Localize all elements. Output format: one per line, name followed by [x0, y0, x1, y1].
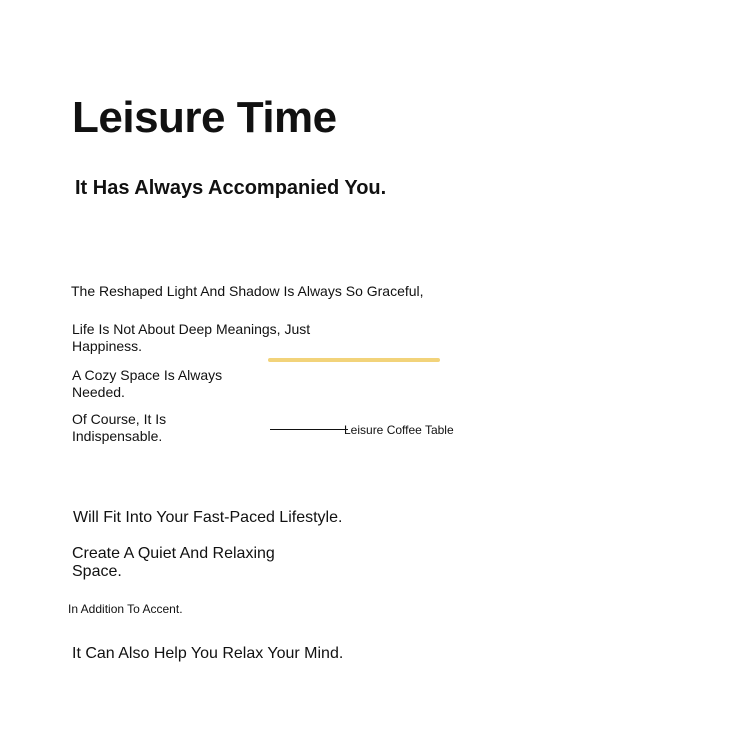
intro-line-3: A Cozy Space Is Always Needed.	[72, 367, 223, 400]
outro-line-4: It Can Also Help You Relax Your Mind.	[72, 645, 344, 662]
intro-line-1: The Reshaped Light And Shadow Is Always So Graceful,	[71, 283, 424, 299]
page-subtitle: It Has Always Accompanied You.	[75, 177, 387, 199]
outro-line-3: In Addition To Accent.	[68, 602, 183, 616]
intro-line-2: Life Is Not About Deep Meanings, Just Happiness.	[72, 321, 311, 354]
accent-bar	[268, 358, 440, 362]
product-label: Leisure Coffee Table	[344, 423, 454, 437]
outro-line-2: Create A Quiet And Relaxing Space.	[72, 545, 275, 580]
page-title: Leisure Time	[72, 93, 337, 142]
intro-line-4: Of Course, It Is Indispensable.	[72, 411, 167, 444]
outro-line-1: Will Fit Into Your Fast-Paced Lifestyle.	[73, 509, 343, 526]
product-callout-line	[270, 429, 348, 430]
